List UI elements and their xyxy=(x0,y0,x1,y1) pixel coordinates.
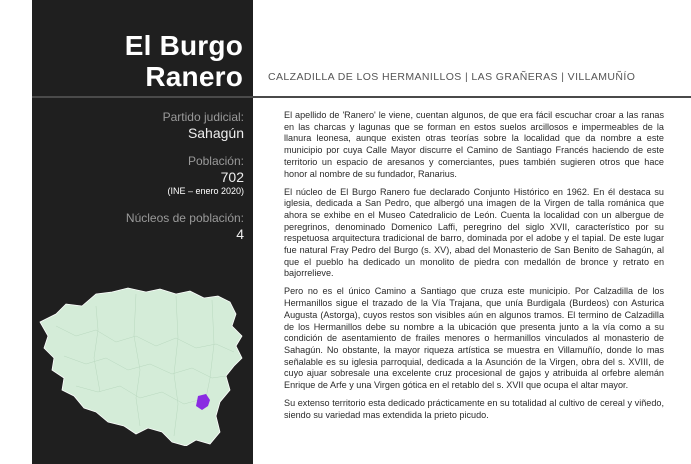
population-block xyxy=(44,154,244,197)
nuclei-label: Núcleos de población: xyxy=(125,211,244,225)
title-line-2: Ranero xyxy=(145,61,243,92)
header-divider xyxy=(32,96,691,98)
province-shape xyxy=(40,288,242,446)
municipality-title xyxy=(125,30,243,92)
title-line-1: El Burgo xyxy=(124,30,243,61)
district-label: Partido judicial: xyxy=(162,110,244,124)
nuclei-block xyxy=(44,211,244,243)
district-block xyxy=(44,110,244,142)
population-value: 702 xyxy=(220,169,244,185)
paragraph-3: Pero no es el único Camino a Santiago que cruza este municipio. Por Calzadilla de los Hermanillos sigue el trazado de la Vía Trajana, que unía Burdigala (Burdeos) con Asturica Augusta (Astorga), cuyos restos son visibles aún en algunos tramos. El termino de Calzadilla de los Hermanillos debe su nombre a la ubicación que presenta junto a la vía como a su condición de asentamiento de frailes menores o hermanillos vinculados al monasterio de Sahagún. No obstante, la mayor riqueza artística se muestra en Villamuñío, donde lo mas señalable es su iglesia parroquial, dedicada a la Asunción de la Virgen, obra del s. XVIII, de cuyo ajuar sobresale una excelente cruz procesional de gajos y atribuida al orfebre alemán Enrique de Arfe y una Virgen gótica en el retablo del s. XVII que ocupa el altar mayor. xyxy=(284,286,664,391)
paragraph-1: El apellido de 'Ranero' le viene, cuentan algunos, de que era fácil escuchar croar a las ranas en las charcas y lagunas que se forman en estos suelos arcillosos e impermeables de la llanura leonesa, aunque existen otras teorías sobre la localidad que da nombre a este municipio por cuya Calle Mayor discurre el Camino de Santiago Francés haciendo de este territorio un espacio de aresanos y comerciantes, pues también sugieren otros que hace honor al nombre de su fundador, Ranarius. xyxy=(284,110,664,179)
paragraph-2: El núcleo de El Burgo Ranero fue declarado Conjunto Histórico en 1962. En él destaca su iglesia, dedicada a San Pedro, que albergó una imagen de la Virgen de talla románica que ahora se exhibe en el Museo Catedralicio de León. Cuenta la localidad con un albergue de peregrinos, denominado Domenico Laffi, peregrino del siglo XVII, característico por su respetuosa arquitectura tradicional de barro, dominada por el adobe y el tapial. De este lugar fue natural Fray Pedro del Burgo (s. XV), abad del Monasterio de San Benito de Sahagún, al que el pueblo ha dedicado un monolito de piedra con medallón de bronce y retrato en bajorrelieve. xyxy=(284,186,664,279)
paragraph-4: Su extenso territorio esta dedicado prácticamente en su totalidad al cultivo de cereal y viñedo, siendo su variedad mas extendida la prieto picudo. xyxy=(284,398,664,420)
district-value: Sahagún xyxy=(187,125,244,141)
population-note: (INE – enero 2020) xyxy=(167,186,244,196)
body-text xyxy=(284,110,664,428)
nuclei-value: 4 xyxy=(236,226,244,242)
population-label: Población: xyxy=(187,154,244,168)
province-map xyxy=(36,286,250,446)
localities-list: CALZADILLA DE LOS HERMANILLOS | LAS GRAÑERAS | VILLAMUÑÍO xyxy=(268,71,636,83)
